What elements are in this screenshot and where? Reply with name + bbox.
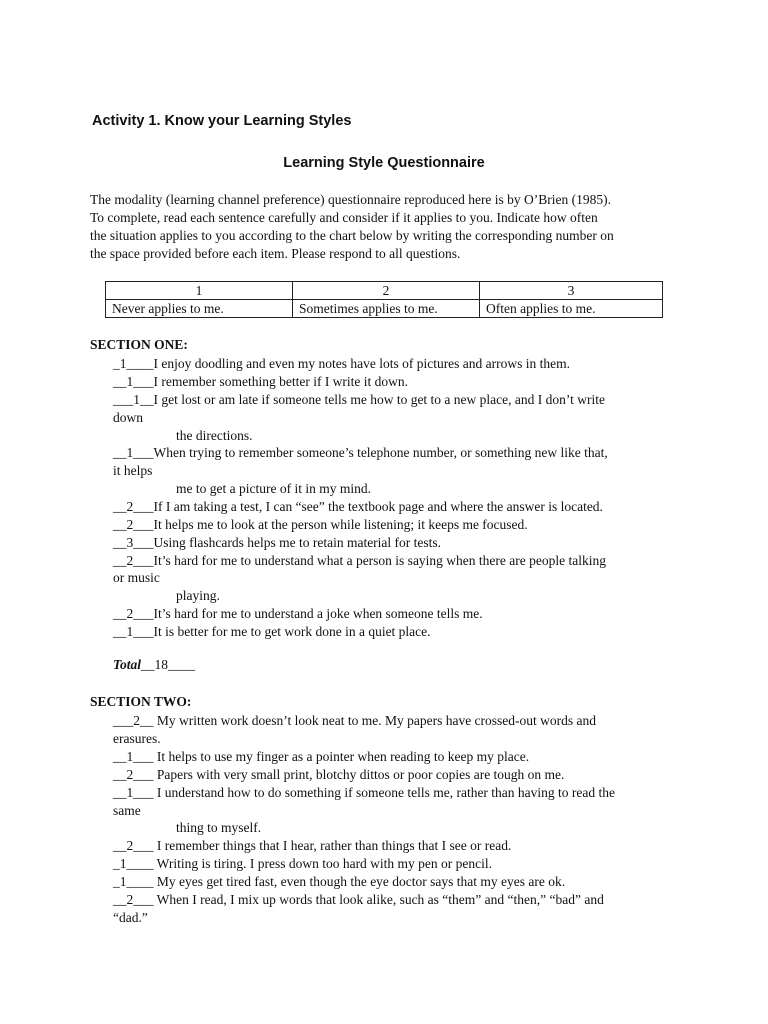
section-one-item: __1___It is better for me to get work done in a quiet place. xyxy=(113,624,431,639)
section-one-item-continuation: me to get a picture of it in my mind. xyxy=(176,481,371,496)
section-one-item: __3___Using flashcards helps me to retain material for tests. xyxy=(113,535,442,550)
section-two-item: _1____ My eyes get tired fast, even though the eye doctor says that my eyes are ok. xyxy=(113,874,566,889)
section-one-item-continuation: playing. xyxy=(176,588,220,603)
section-one-item: __1___When trying to remember someone’s telephone number, or something new like that, xyxy=(113,445,608,460)
section-one-item-wrap: it helps xyxy=(113,463,153,478)
activity-title: Activity 1. Know your Learning Styles xyxy=(92,113,352,129)
scale-label-cell: Often applies to me. xyxy=(480,300,663,318)
section-two-item-continuation: thing to myself. xyxy=(176,820,262,835)
section-one-total xyxy=(113,657,195,673)
total-label: Total xyxy=(113,657,142,672)
scale-label-row xyxy=(106,300,663,318)
section-two-item-wrap: same xyxy=(113,803,141,818)
section-one-item-wrap: or music xyxy=(113,570,160,585)
section-two-item: __2___ I remember things that I hear, rather than things that I see or read. xyxy=(113,838,512,853)
intro-line: the situation applies to you according to the chart below by writing the corresponding number on xyxy=(90,228,614,243)
section-two-item: __1___ I understand how to do something if someone tells me, rather than having to read the xyxy=(113,785,616,800)
section-two-heading: SECTION TWO: xyxy=(90,694,192,709)
section-two-item: __2___ Papers with very small print, blotchy dittos or poor copies are tough on me. xyxy=(113,767,565,782)
intro-line: The modality (learning channel preference) questionnaire reproduced here is by O’Brien (1985). xyxy=(90,192,612,207)
intro-line: the space provided before each item. Please respond to all questions. xyxy=(90,246,461,261)
section-one-item: __1___I remember something better if I write it down. xyxy=(113,374,409,389)
section-one-item: __2___It’s hard for me to understand what a person is saying when there are people talking xyxy=(113,553,606,568)
section-two-item: __2___ When I read, I mix up words that look alike, such as “them” and “then,” “bad” and xyxy=(113,892,604,907)
section-two-item-wrap: erasures. xyxy=(113,731,161,746)
total-value: __18____ xyxy=(141,657,196,672)
scale-label-cell: Never applies to me. xyxy=(106,300,293,318)
scale-number-row xyxy=(106,282,663,300)
section-one-item: _1____I enjoy doodling and even my notes have lots of pictures and arrows in them. xyxy=(113,356,571,371)
section-two-item: _1____ Writing is tiring. I press down too hard with my pen or pencil. xyxy=(113,856,493,871)
section-two-item-wrap: “dad.” xyxy=(113,910,148,925)
section-one-item: __2___It helps me to look at the person while listening; it keeps me focused. xyxy=(113,517,528,532)
questionnaire-title: Learning Style Questionnaire xyxy=(283,155,485,171)
scale-number-cell: 1 xyxy=(106,282,293,300)
rating-scale-table xyxy=(105,281,663,318)
section-one-item-wrap: down xyxy=(113,410,143,425)
scale-label-cell: Sometimes applies to me. xyxy=(293,300,480,318)
section-one-heading: SECTION ONE: xyxy=(90,337,188,352)
section-one-item-continuation: the directions. xyxy=(176,428,253,443)
intro-line: To complete, read each sentence carefully and consider if it applies to you. Indicate how often xyxy=(90,210,598,225)
section-one-item: ___1__I get lost or am late if someone tells me how to get to a new place, and I don’t write xyxy=(113,392,605,407)
scale-number-cell: 2 xyxy=(293,282,480,300)
section-two-item: __1___ It helps to use my finger as a pointer when reading to keep my place. xyxy=(113,749,530,764)
section-one-item: __2___If I am taking a test, I can “see” the textbook page and where the answer is located. xyxy=(113,499,603,514)
scale-number-cell: 3 xyxy=(480,282,663,300)
section-two-item: ___2__ My written work doesn’t look neat to me. My papers have crossed-out words and xyxy=(113,713,597,728)
section-one-item: __2___It’s hard for me to understand a joke when someone tells me. xyxy=(113,606,483,621)
